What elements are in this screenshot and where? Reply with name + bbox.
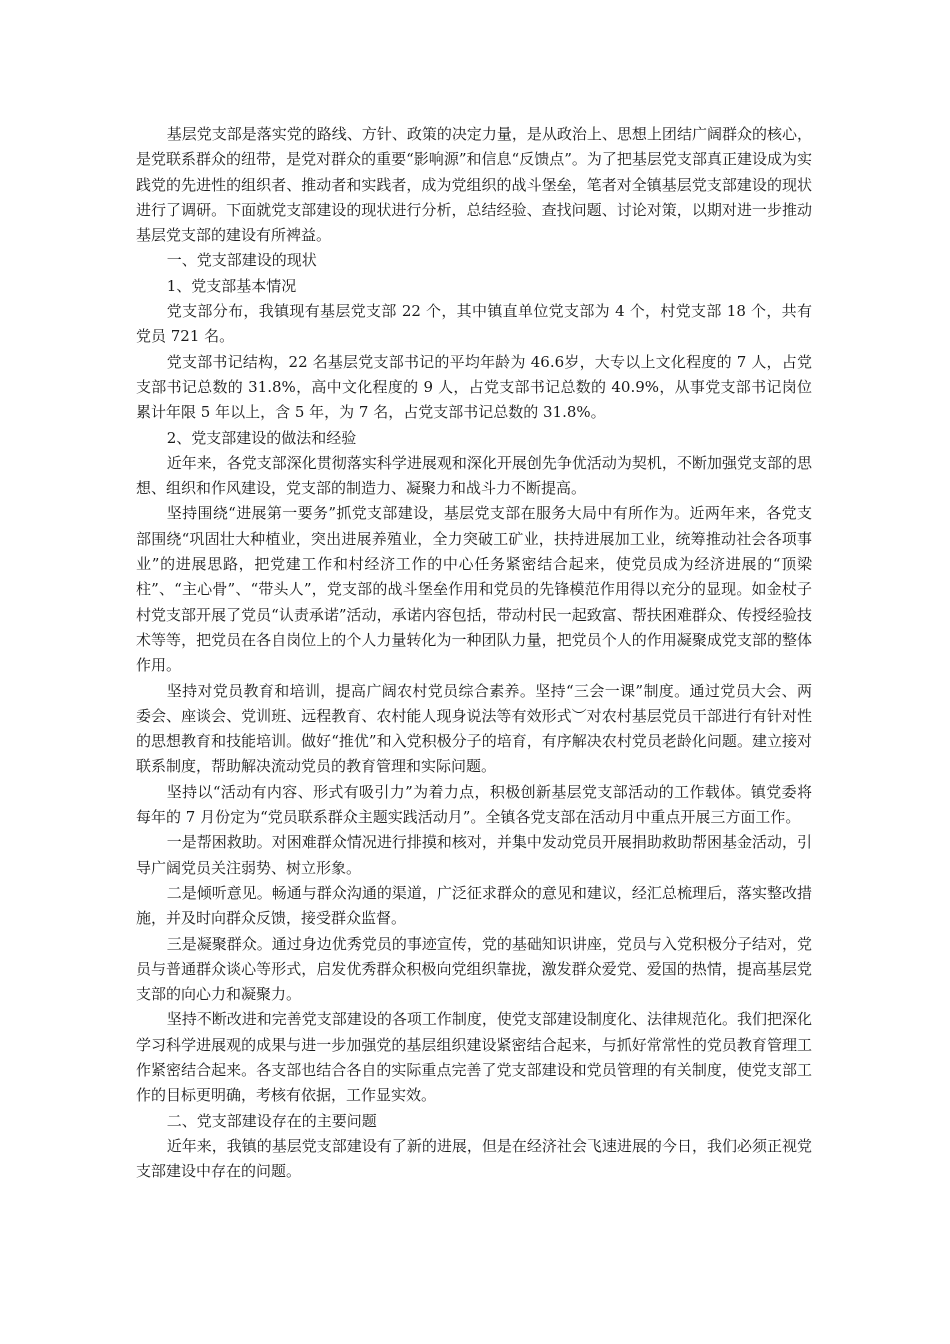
document-body [136, 122, 812, 1184]
body-paragraph: 近年来，各党支部深化贯彻落实科学进展观和深化开展创先争优活动为契机，不断加强党支部的思想、组织和作风建设，党支部的制造力、凝聚力和战斗力不断提高。 [136, 453, 812, 498]
intro-paragraph: 基层党支部是落实党的路线、方针、政策的决定力量，是从政治上、思想上团结广阔群众的核心，是党联系群众的纽带，是党对群众的重要“影响源”和信息“反馈点”。为了把基层党支部真正建设成为实践党的先进性的组织者、推动者和实践者，成为党组织的战斗堡垒，笔者对全镇基层党支部建设的现状进行了调研。下面就党支部建设的现状进行分析，总结经验、查找问题、讨论对策，以期对进一步推动基层党支部的建设有所裨益。 [136, 125, 812, 245]
body-paragraph: 二是倾听意见。畅通与群众沟通的渠道，广泛征求群众的意见和建议，经汇总梳理后，落实整改措施，并及时向群众反馈，接受群众监督。 [136, 883, 812, 928]
body-paragraph: 党支部书记结构，22 名基层党支部书记的平均年龄为 46.6岁，大专以上文化程度的 7 人，占党支部书记总数的 31.8%，高中文化程度的 9 人，占党支部书记总数的 40.9%，从事党支部书记岗位累计年限 5 年以上，含 5 年，为 7 名，占党支部书记总数的 31.8%。 [136, 352, 812, 422]
section-heading-current-status: 一、党支部建设的现状 [166, 251, 317, 270]
body-paragraph: 坚持不断改进和完善党支部建设的各项工作制度，使党支部建设制度化、法律规范化。我们把深化学习科学进展观的成果与进一步加强党的基层组织建设紧密结合起来，与抓好常常性的党员教育管理工作紧密结合起来。各支部也结合各自的实际重点完善了党支部建设和党员管理的有关制度，使党支部工作的目标更明确，考核有依据，工作显实效。 [136, 1010, 812, 1105]
body-paragraph: 三是凝聚群众。通过身边优秀党员的事迹宣传，党的基础知识讲座，党员与入党积极分子结对，党员与普通群众谈心等形式，启发优秀群众积极向党组织靠拢，激发群众爱党、爱国的热情，提高基层党支部的向心力和凝聚力。 [136, 934, 812, 1004]
body-paragraph: 党支部分布，我镇现有基层党支部 22 个，其中镇直单位党支部为 4 个，村党支部 18 个，共有党员 721 名。 [136, 302, 812, 346]
body-paragraph: 坚持对党员教育和培训，提高广阔农村党员综合素养。坚持“三会一课”制度。通过党员大会、两委会、座谈会、党训班、远程教育、农村能人现身说法等有效形式︶对农村基层党员干部进行有针对性的思想教育和技能培训。做好“推优”和入党积极分子的培育，有序解决农村党员老龄化问题。建立接对联系制度，帮助解决流动党员的教育管理和实际问题。 [136, 681, 812, 776]
body-paragraph: 近年来，我镇的基层党支部建设有了新的进展，但是在经济社会飞速进展的今日，我们必须正视党支部建设中存在的问题。 [136, 1136, 812, 1181]
subsection-heading-basic-situation: 1、党支部基本情况 [166, 276, 297, 295]
body-paragraph: 一是帮困救助。对困难群众情况进行排摸和核对，并集中发动党员开展捐助救助帮困基金活动，引导广阔党员关注弱势、树立形象。 [136, 833, 812, 877]
body-paragraph: 坚持以“活动有内容、形式有吸引力”为着力点，积极创新基层党支部活动的工作载体。镇党委将每年的 7 月份定为“党员联系群众主题实践活动月”。全镇各党支部在活动月中重点开展三方面工作。 [136, 782, 812, 827]
body-paragraph: 坚持围绕“进展第一要务”抓党支部建设，基层党支部在服务大局中有所作为。近两年来，各党支部围绕“巩固壮大种植业，突出进展养殖业，全力突破工矿业，扶持进展加工业，统筹推动社会各项事业”的进展思路，把党建工作和村经济工作的中心任务紧密结合起来，使党员成为经济进展的“顶梁柱”、“主心骨”、“带头人”，党支部的战斗堡垒作用和党员的先锋模范作用得以充分的显现。如金杖子村党支部开展了党员“认责承诺”活动，承诺内容包括，带动村民一起致富、帮扶困难群众、传授经验技术等等，把党员在各自岗位上的个人力量转化为一种团队力量，把党员个人的作用凝聚成党支部的整体作用。 [136, 504, 812, 675]
subsection-heading-practices: 2、党支部建设的做法和经验 [166, 428, 357, 447]
section-heading-main-problems: 二、党支部建设存在的主要问题 [166, 1111, 377, 1130]
